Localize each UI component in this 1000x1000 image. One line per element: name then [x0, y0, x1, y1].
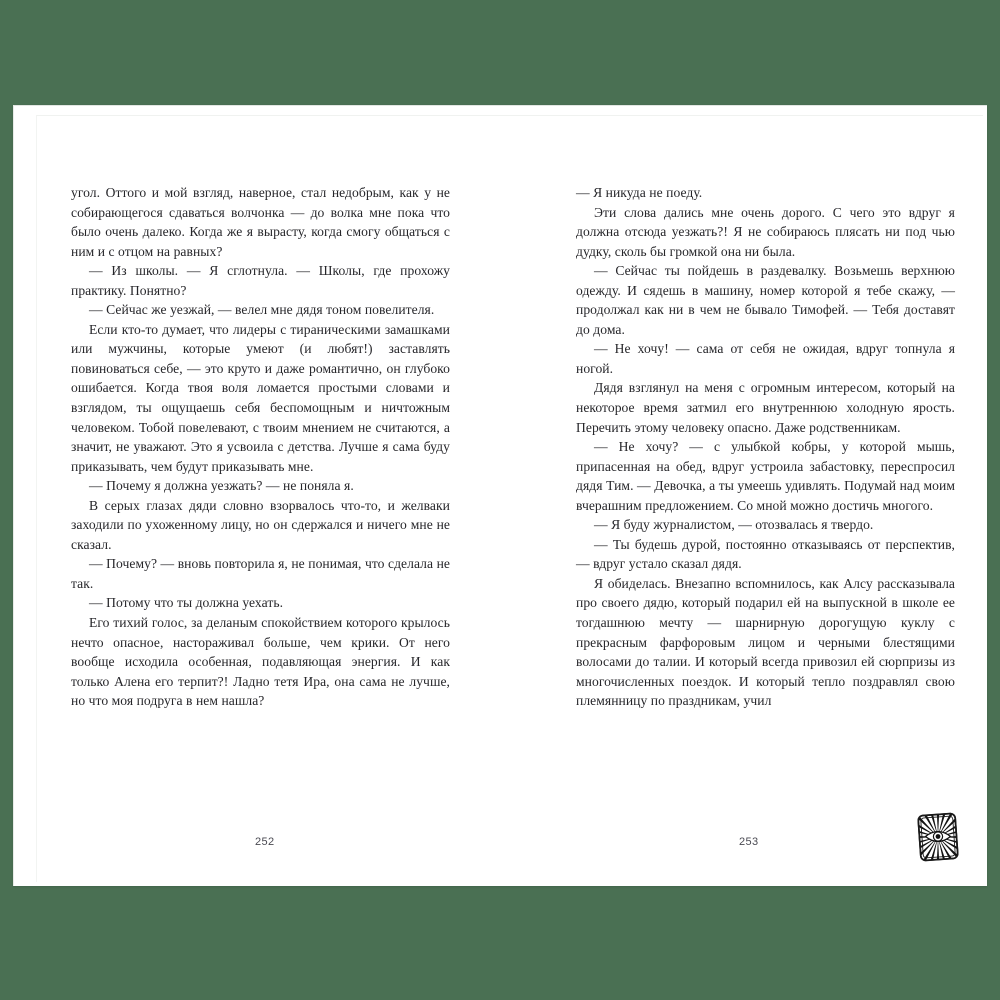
- paragraph: — Из школы. — Я сглотнула. — Школы, где прохожу практику. Понятно?: [71, 263, 450, 298]
- paragraph: В серых глазах дяди словно взорвалось что-то, и желваки заходили по ухоженному лицу, но он сдержался и ничего мне не сказал.: [71, 497, 450, 552]
- paragraph: — Сейчас ты пойдешь в раздевалку. Возьмешь верхнюю одежду. И сядешь в машину, номер которой я тебе скажу, — продолжал как ни в чем не бывало Тимофей. — Тебя доставят до дома.: [576, 263, 955, 337]
- paragraph: Дядя взглянул на меня с огромным интересом, который на некоторое время затмил его внутреннюю холодную ярость. Перечить этому человеку опасно. Даже родственникам.: [576, 380, 955, 435]
- paragraph: — Потому что ты должна уехать.: [89, 595, 284, 611]
- book-spread: [13, 105, 987, 886]
- paragraph: угол. Оттого и мой взгляд, наверное, стал недобрым, как у не собирающегося сдаваться волчонка — до волка мне пока что было очень далеко. Когда же я вырасту, когда смогу общаться с ним и с отцом на равных?: [71, 185, 450, 259]
- paragraph: Его тихий голос, за деланым спокойствием которого крылось нечто опасное, настораживал больше, чем крики. От него вообще исходила особенная, подавляющая энергия. И как только Алена его терпит?! Ладно тетя Ира, она сама не лучше, но что моя подруга в нем нашла?: [71, 615, 450, 709]
- paragraph: — Я буду журналистом, — отозвалась я твердо.: [594, 517, 874, 533]
- paragraph: Я обиделась. Внезапно вспомнилось, как Алсу рассказывала про своего дядю, который подарил ей на выпускной в школе ее тогдашнюю мечту — шарнирную дорогущую куклу с прекрасным фарфоровым лицом и черными блестящими волосами до талии. И который всегда привозил ей сюрпризы из многочисленных поездок. И который тепло поздравлял свою племянницу по праздникам, учил: [576, 575, 955, 709]
- paragraph: — Сейчас же уезжай, — велел мне дядя тоном повелителя.: [89, 302, 435, 318]
- publisher-colophon-logo: [915, 811, 961, 863]
- paragraph: — Почему? — вновь повторила я, не понимая, что сделала не так.: [71, 556, 450, 591]
- paragraph: — Ты будешь дурой, постоянно отказываясь от перспектив, — вдруг устало сказал дядя.: [576, 536, 955, 572]
- page-number-right: 253: [739, 836, 759, 848]
- right-page-body-text: [576, 183, 955, 711]
- paragraph: — Не хочу! — сама от себя не ожидая, вдруг топнула я ногой.: [576, 341, 955, 376]
- right-page: [576, 183, 955, 711]
- left-page: [71, 183, 450, 711]
- page-number-left: 252: [255, 836, 275, 848]
- paragraph: — Я никуда не поеду.: [576, 185, 703, 200]
- paragraph: Если кто-то думает, что лидеры с тираническими замашками или мужчины, которые умеют (и любят!) заставлять повиноваться себе, — это круто и даже романтично, он глубоко ошибается. Когда твоя воля ломается простыми словами и взглядом, ты ощущаешь себя беспомощным и ничтожным человеком. Тобой повелевают, с твоим мнением не считаются, а значит, не уважают. Это я усвоила с детства. Лучше я сама буду приказывать, чем будут приказывать мне.: [71, 321, 450, 474]
- paragraph: — Почему я должна уезжать? — не поняла я.: [89, 478, 354, 494]
- paragraph: Эти слова дались мне очень дорого. С чего это вдруг я должна отсюда уезжать?! Я не собираюсь плясать ни под чью дудку, сколь бы громкой она ни была.: [576, 204, 955, 259]
- paragraph: — Не хочу? — с улыбкой кобры, у которой мышь, припасенная на обед, вдруг устроила забастовку, переспросил дядя Тим. — Девочка, а ты умеешь удивлять. Подумай над моим вчерашним предложением. Со мной можно достичь многого.: [576, 439, 955, 513]
- left-page-body-text: [71, 183, 450, 711]
- sunburst-eye-icon: [915, 811, 961, 863]
